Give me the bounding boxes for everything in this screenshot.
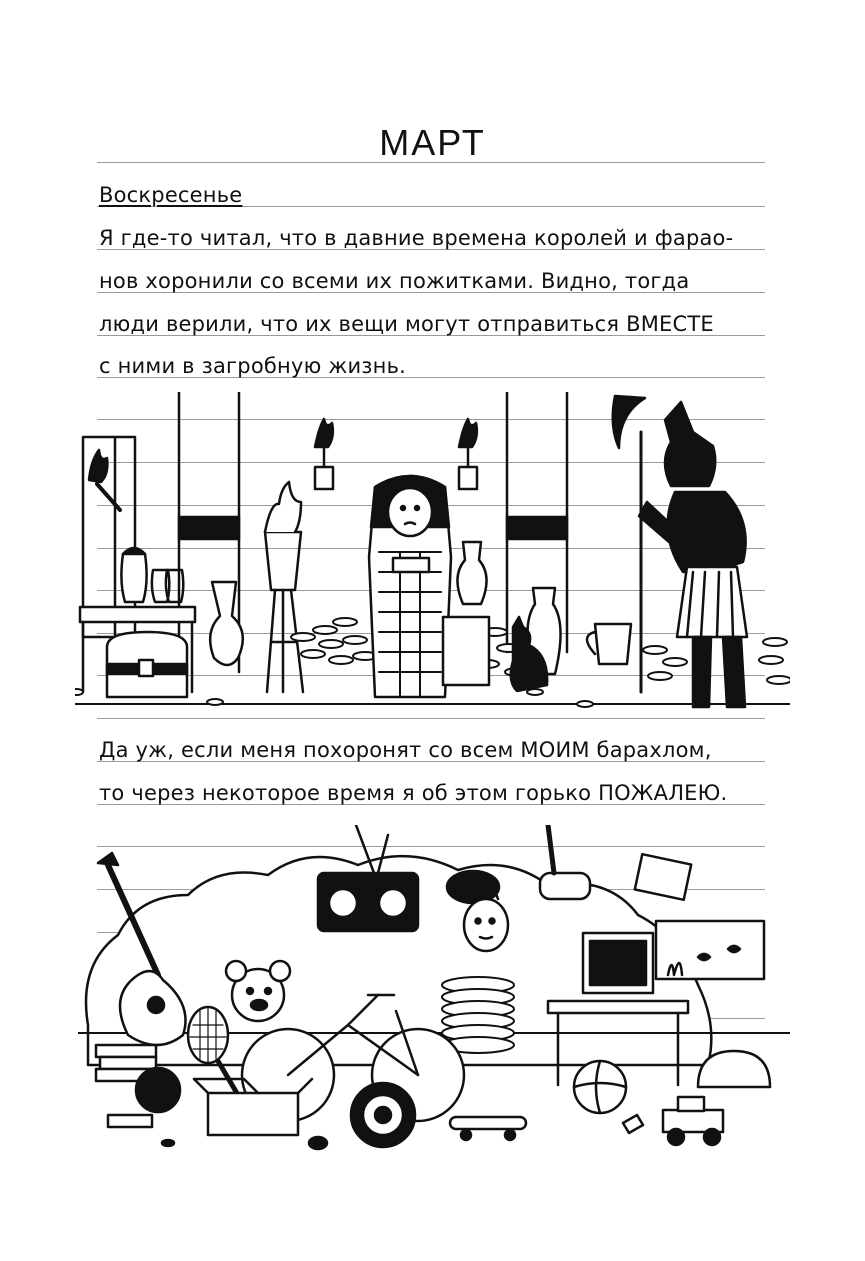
- paragraph-1-line-1: Я где-то читал, что в давние времена королей и фарао-: [99, 226, 734, 250]
- pharaoh-tomb-illustration: [75, 392, 790, 722]
- mask-icon: [540, 873, 590, 899]
- paragraph-2-line-2: то через некоторое время я об этом горько ПОЖАЛЕЮ.: [99, 781, 728, 805]
- fish-tank-icon: [656, 921, 764, 979]
- sarcophagus-icon: [369, 476, 451, 697]
- torch-icon: [459, 419, 477, 489]
- brazier-icon: [265, 482, 303, 692]
- page-title: МАРТ: [379, 122, 486, 163]
- dartboard-icon: [351, 1083, 415, 1147]
- toy-truck-icon: [663, 1097, 723, 1145]
- paragraph-2-line-1: Да уж, если меня похоронят со всем МОИМ барахлом,: [99, 738, 712, 762]
- skateboard-icon: [450, 1117, 526, 1140]
- paragraph-1-line-3: люди верили, что их вещи могут отправиться ВМЕСТЕ: [99, 312, 714, 336]
- day-heading: Воскресенье: [99, 183, 243, 207]
- paragraph-1-line-2: нов хоронили со всеми их пожитками. Видно, тогда: [99, 269, 690, 293]
- basketball-icon: [574, 1061, 626, 1113]
- calendar-icon: [635, 854, 691, 900]
- torch-icon: [315, 419, 333, 489]
- treasure-chest-icon: [107, 632, 187, 697]
- paragraph-1-line-4: с ними в загробную жизнь.: [99, 354, 407, 378]
- junk-pile-illustration: [78, 825, 790, 1170]
- ball-icon: [136, 1068, 180, 1112]
- radio-icon: [318, 825, 418, 931]
